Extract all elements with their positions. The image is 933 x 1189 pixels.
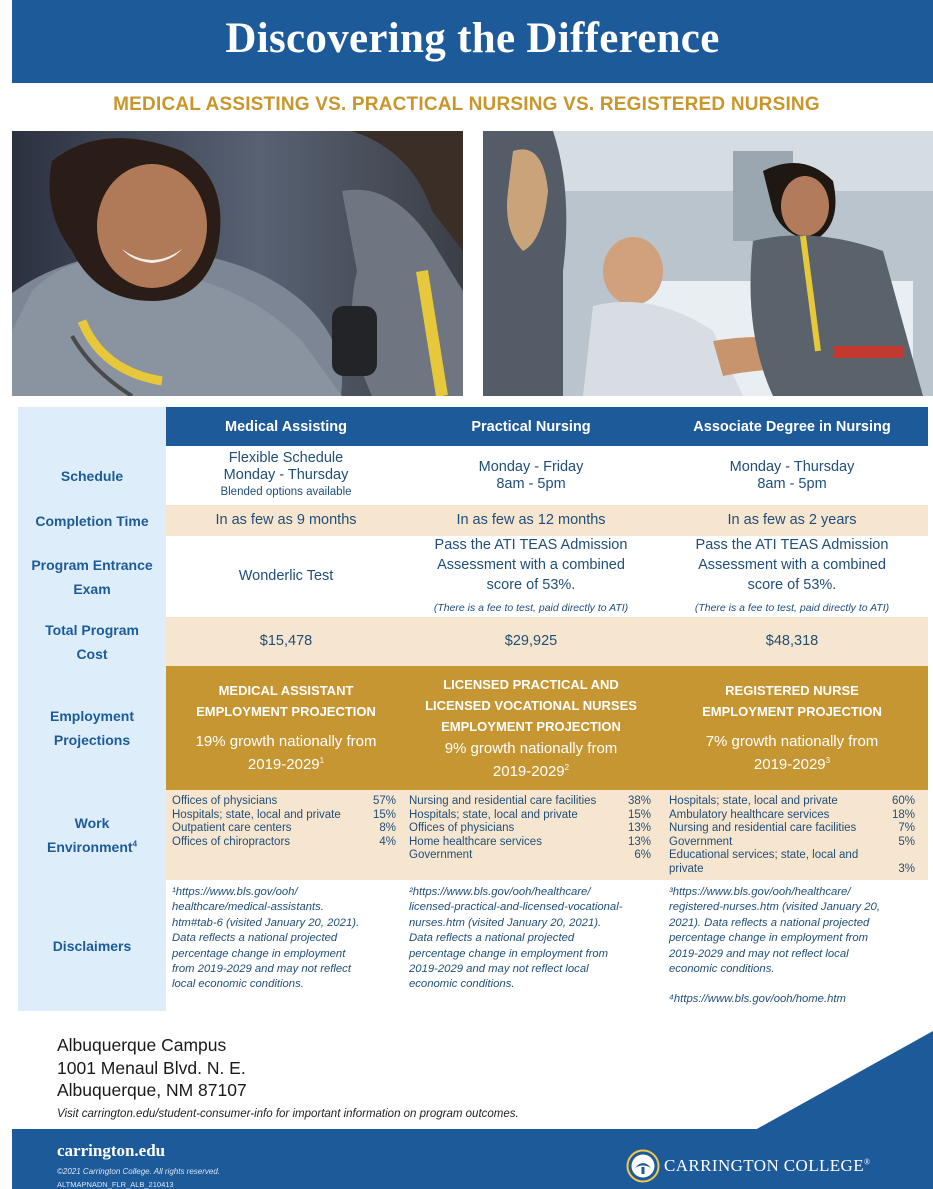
work-ma-3-name: Offices of chiropractors	[172, 835, 291, 848]
column-header-practical-nursing: Practical Nursing	[471, 418, 591, 435]
disclaimer-pn-line: 2019-2029 and may not reflect local	[409, 963, 589, 976]
schedule-adn-line2: 8am - 5pm	[757, 475, 827, 492]
work-label-text: Environment	[46, 839, 133, 855]
consumer-info-note: Visit carrington.edu/student-consumer-info for important information on program outcomes.	[57, 1108, 519, 1120]
schedule-ma-line2: Monday - Thursday	[223, 467, 349, 483]
college-seal-icon	[626, 1149, 660, 1183]
website-link[interactable]: carrington.edu	[57, 1141, 166, 1160]
disclaimer-ma-line: healthcare/medical-assistants.	[172, 901, 324, 914]
schedule-adn-line1: Monday - Thursday	[729, 458, 855, 475]
work-adn-3-name: Government	[669, 835, 733, 848]
work-pn-3-name: Home healthcare services	[409, 835, 542, 848]
exam-pn-fee-note: (There is a fee to test, paid directly to ATI)	[433, 602, 629, 614]
exam-label-line1: Program Entrance	[31, 556, 153, 573]
disclaimer-adn-line: economic conditions.	[669, 963, 775, 976]
projection-pn-title3: EMPLOYMENT PROJECTION	[441, 718, 621, 734]
schedule-pn-line1: Monday - Friday	[478, 458, 584, 475]
completion-associate-degree: In as few as 2 years	[727, 512, 857, 528]
disclaimer-ma-line: Data reflects a national projected	[172, 932, 338, 945]
projection-ma-growth: 19% growth nationally from	[195, 733, 377, 750]
projection-pn-footnote-ref: 2	[564, 762, 570, 772]
work-ma-2-name: Outpatient care centers	[172, 822, 292, 835]
exam-adn-line1: Pass the ATI TEAS Admission	[695, 537, 889, 553]
work-adn-2-pct: 7%	[898, 822, 915, 835]
disclaimer-pn-line: economic conditions.	[409, 978, 515, 991]
page-title: Discovering the Difference	[225, 15, 720, 62]
work-pn-3-pct: 13%	[627, 835, 651, 848]
campus-city: Albuquerque, NM 87107	[57, 1080, 247, 1100]
disclaimer-pn-line: percentage change in employment from	[409, 947, 609, 960]
exam-label-line2: Exam	[73, 580, 111, 597]
disclaimer-adn-line: registered-nurses.htm (visited January 20,	[669, 901, 880, 914]
work-adn-2-name: Nursing and residential care facilities	[669, 822, 857, 835]
cost-associate-degree: $48,318	[765, 633, 819, 649]
work-pn-2-name: Offices of physicians	[409, 822, 515, 835]
brand-name	[664, 1156, 871, 1176]
disclaimer-adn-line: ³https://www.bls.gov/ooh/healthcare/	[669, 886, 851, 898]
schedule-label: Schedule	[60, 467, 124, 484]
schedule-pn-line2: 8am - 5pm	[496, 475, 566, 492]
completion-practical-nursing: In as few as 12 months	[456, 512, 606, 528]
exam-medical-assisting: Wonderlic Test	[238, 568, 334, 584]
projection-pn-growth: 9% growth nationally from	[444, 739, 618, 757]
work-ma-1-name: Hospitals; state, local and private	[172, 808, 341, 821]
projection-adn-year-range: 2019-2029	[753, 756, 826, 773]
disclaimer-ma-line: ¹https://www.bls.gov/ooh/	[172, 886, 298, 898]
disclaimer-adn-line: 2019-2029 and may not reflect local	[669, 947, 849, 960]
disclaimer-adn-line: 2021). Data reflects a national projected	[669, 916, 870, 929]
projections-label-line1: Employment	[49, 708, 134, 724]
schedule-ma-line1: Flexible Schedule	[228, 450, 344, 466]
work-ma-0-name: Offices of physicians	[172, 795, 278, 807]
disclaimer-pn-line: ²https://www.bls.gov/ooh/healthcare/	[409, 886, 591, 898]
exam-pn-line3: score of 53%.	[486, 577, 576, 593]
projection-ma-title1: MEDICAL ASSISTANT	[218, 683, 354, 698]
disclaimer-ma-line: from 2019-2029 and may not reflect	[172, 963, 351, 976]
work-ma-2-pct: 8%	[379, 822, 396, 835]
projection-adn-growth: 7% growth nationally from	[705, 733, 879, 750]
disclaimer-adn-line: percentage change in employment from	[669, 932, 869, 945]
work-ma-0-pct: 57%	[372, 795, 396, 807]
cost-practical-nursing: $29,925	[504, 633, 558, 649]
exam-pn-line2: Assessment with a combined	[437, 557, 625, 573]
copyright-text: ©2021 Carrington College. All rights reserved.	[57, 1167, 221, 1176]
work-adn-5-name: private	[669, 862, 704, 875]
projection-pn-title2: LICENSED VOCATIONAL NURSES	[425, 697, 637, 713]
work-adn-0-name: Hospitals; state, local and private	[669, 795, 838, 807]
projection-ma-year-range: 2019-2029	[247, 756, 320, 773]
work-pn-1-pct: 15%	[627, 808, 651, 821]
cost-label-line2: Cost	[76, 645, 108, 662]
work-pn-2-pct: 13%	[627, 822, 651, 835]
projection-pn-title1: LICENSED PRACTICAL AND	[443, 676, 619, 692]
work-pn-4-name: Government	[409, 849, 473, 862]
campus-street: 1001 Menaul Blvd. N. E.	[57, 1057, 246, 1078]
disclaimer-pn-line: nurses.htm (visited January 20, 2021).	[409, 916, 602, 929]
work-pn-0-pct: 38%	[627, 795, 651, 807]
work-ma-1-pct: 15%	[372, 808, 396, 821]
document-code: ALTMAPNADN_FLR_ALB_210413	[57, 1180, 174, 1189]
carrington-college-logo	[626, 1149, 871, 1183]
footer-bar	[12, 1129, 933, 1189]
work-adn-4-name: Educational services; state, local and	[669, 849, 859, 862]
disclaimer-ma-line: htm#tab-6 (visited January 20, 2021).	[172, 916, 360, 929]
campus-name: Albuquerque Campus	[57, 1035, 227, 1055]
disclaimers-label: Disclaimers	[52, 937, 132, 954]
work-label-line1: Work	[74, 815, 110, 831]
exam-adn-line2: Assessment with a combined	[698, 557, 886, 573]
work-pn-0-name: Nursing and residential care facilities	[409, 795, 597, 807]
projection-adn-footnote-ref: 3	[825, 756, 831, 765]
work-ma-3-pct: 4%	[379, 835, 396, 848]
exam-adn-fee-note: (There is a fee to test, paid directly to ATI)	[694, 602, 890, 614]
completion-medical-assisting: In as few as 9 months	[215, 512, 357, 528]
exam-adn-line3: score of 53%.	[747, 577, 837, 593]
completion-label: Completion Time	[35, 512, 149, 529]
column-header-associate-degree-nursing: Associate Degree in Nursing	[693, 418, 891, 435]
projection-ma-footnote-ref: 1	[319, 756, 325, 765]
brand-name-text: CARRINGTON COLLEGE	[664, 1156, 865, 1175]
projection-pn-year-range: 2019-2029	[492, 762, 565, 780]
disclaimer-ma-line: local economic conditions.	[172, 978, 304, 991]
registered-mark: ®	[864, 1157, 871, 1167]
disclaimer-ma-line: percentage change in employment	[172, 947, 346, 960]
projection-adn-title1: REGISTERED NURSE	[725, 683, 859, 698]
work-adn-5-pct: 3%	[898, 862, 915, 875]
work-label-footnote-ref: 4	[132, 839, 138, 849]
disclaimer-pn-line: licensed-practical-and-licensed-vocational-	[409, 901, 623, 914]
cost-label-line1: Total Program	[45, 621, 139, 638]
schedule-ma-note: Blended options available	[220, 486, 352, 498]
page-subtitle: MEDICAL ASSISTING VS. PRACTICAL NURSING VS. REGISTERED NURSING	[113, 94, 820, 115]
column-header-medical-assisting: Medical Assisting	[225, 418, 347, 435]
exam-pn-line1: Pass the ATI TEAS Admission	[434, 537, 628, 553]
disclaimer-pn-line: Data reflects a national projected	[409, 932, 575, 945]
projections-label-line2: Projections	[53, 732, 131, 748]
work-adn-1-pct: 18%	[891, 808, 915, 821]
projection-ma-title2: EMPLOYMENT PROJECTION	[196, 704, 376, 719]
disclaimer-bls-home-link: ⁴https://www.bls.gov/ooh/home.htm	[669, 993, 846, 1006]
work-adn-3-pct: 5%	[898, 835, 915, 848]
work-pn-1-name: Hospitals; state, local and private	[409, 808, 578, 821]
cost-medical-assisting: $15,478	[259, 633, 313, 649]
work-adn-0-pct: 60%	[891, 795, 915, 807]
projection-adn-title2: EMPLOYMENT PROJECTION	[702, 704, 882, 719]
work-pn-4-pct: 6%	[634, 849, 651, 862]
work-adn-1-name: Ambulatory healthcare services	[669, 808, 830, 821]
